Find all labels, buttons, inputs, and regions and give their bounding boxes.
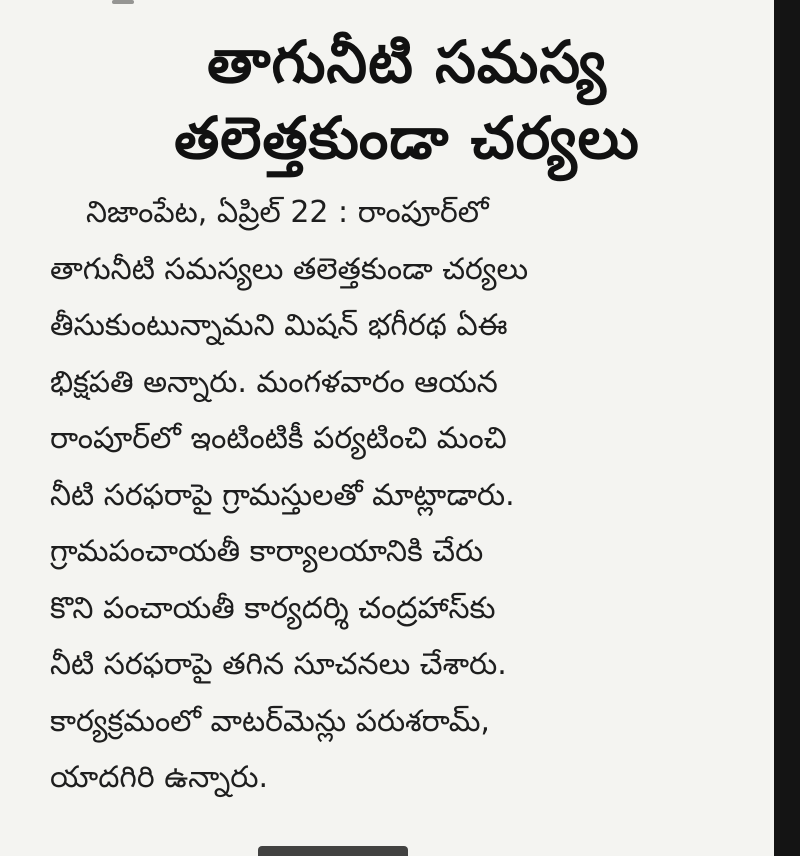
article-body-line: తీసుకుంటున్నామని మిషన్ భగీరథ ఏఈ: [50, 308, 508, 343]
article-body-line: నీటి సరఫరాపై గ్రామస్తులతో మాట్లాడారు.: [50, 477, 515, 513]
article-body-line: నీటి సరఫరాపై తగిన సూచనలు చేశారు.: [50, 647, 507, 682]
article-body-line: గ్రామపంచాయతీ కార్యాలయానికి చేరు: [50, 534, 484, 569]
article-body-line: కొని పంచాయతీ కార్యదర్శి చంద్రహాస్‌కు: [50, 590, 496, 626]
article-body: [50, 185, 770, 807]
article-body-line: నిజాంపేట, ఏప్రిల్ 22 : రాంపూర్‌లో: [86, 195, 489, 230]
article-body-line: భిక్షపతి అన్నారు. మంగళవారం ఆయన: [50, 364, 498, 400]
article-body-line: రాంపూర్‌లో ఇంటింటికీ పర్యటించి మంచి: [50, 421, 507, 456]
article-headline: [40, 24, 774, 176]
clipped-text-fragment-bottom: [258, 846, 408, 856]
clipped-text-fragment-top: [112, 0, 134, 4]
article-body-line: యాదగిరి ఉన్నారు.: [50, 760, 269, 795]
scan-edge-border: [774, 0, 800, 856]
article-body-line: తాగునీటి సమస్యలు తలెత్తకుండా చర్యలు: [50, 251, 529, 287]
headline-line-2: తలెత్తకుండా చర్యలు: [174, 104, 640, 172]
article-body-line: కార్యక్రమంలో వాటర్‌మెన్లు పరుశరామ్,: [50, 703, 490, 739]
headline-line-1: తాగునీటి సమస్య: [207, 28, 607, 96]
